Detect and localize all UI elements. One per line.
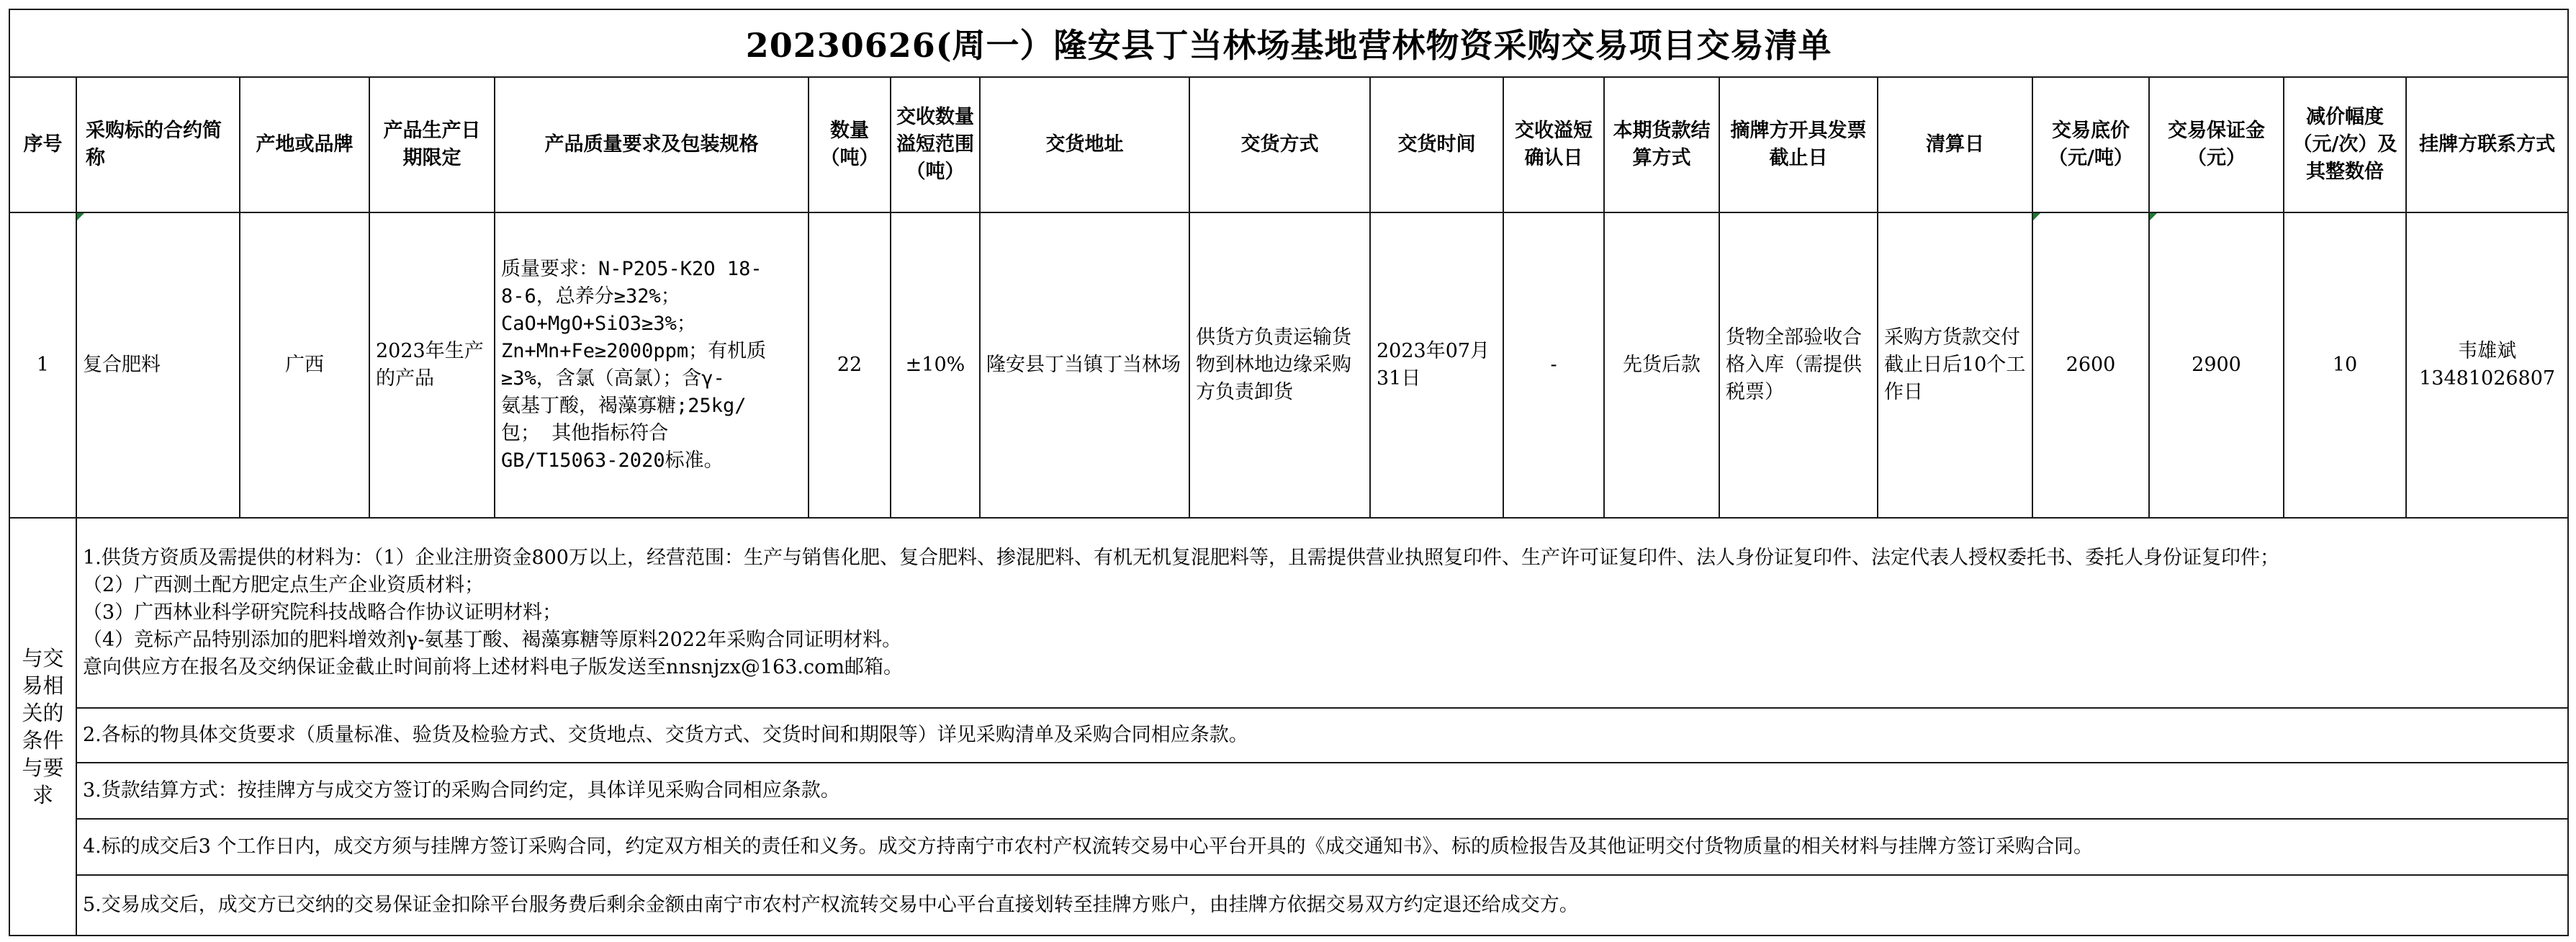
header-row [9,77,2568,212]
procurement-table [9,9,2569,936]
condition-item-3: 3.货款结算方式：按挂牌方与成交方签订的采购合同约定，具体详见采购合同相应条款。 [76,763,2568,819]
condition-line: （4）竞标产品特别添加的肥料增效剂γ-氨基丁酸、褐藻寡糖等原料2022年采购合同证明材料。 [83,629,902,651]
header-quality: 产品质量要求及包装规格 [495,77,809,212]
quality-line: 质量要求：N-P2O5-K2O 18- [501,258,762,280]
cell-settlement: 先货后款 [1604,212,1719,518]
cell-quantity: 22 [809,212,891,518]
cell-invoice-deadline: 货物全部验收合格入库（需提供税票） [1719,212,1878,518]
quality-line: Zn+Mn+Fe≥2000ppm；有机质 [501,340,767,362]
condition-item-2: 2.各标的物具体交货要求（质量标准、验货及检验方式、交货地点、交货方式、交货时间和期限等）详见采购清单及采购合同相应条款。 [76,708,2568,763]
condition-item-5: 5.交易成交后，成交方已交纳的交易保证金扣除平台服务费后剩余金额由南宁市农村产权流转交易中心平台直接划转至挂牌方账户，由挂牌方依据交易双方约定退还给成交方。 [76,875,2568,936]
cell-contact [2406,212,2568,518]
condition-line: （3）广西林业科学研究院科技战略合作协议证明材料； [83,601,562,624]
header-quantity: 数量（吨） [809,77,891,212]
condition-line: 1.供货方资质及需提供的材料为：（1）企业注册资金800万以上，经营范围：生产与销售化肥、复合肥料、掺混肥料、有机无机复混肥料等，且需提供营业执照复印件、生产许可证复印件、法人身份证复印件、法定代表人授权委托书、委托人身份证复印件； [83,547,2279,569]
header-invoice-deadline: 摘牌方开具发票截止日 [1719,77,1878,212]
condition-row [9,763,2568,819]
condition-line: 意向供应方在报名及交纳保证金截止时间前将上述材料电子版发送至nnsnjzx@163.com邮箱。 [83,656,903,678]
condition-row [9,819,2568,875]
cell-clearing-date: 采购方货款交付截止日后10个工作日 [1878,212,2032,518]
header-tolerance: 交收数量溢短范围（吨） [891,77,980,212]
cell-tolerance: ±10% [891,212,980,518]
quality-line: 8-6，总养分≥32%； [501,285,680,308]
contact-name: 韦雄斌 [2458,340,2517,362]
cell-method: 供货方负责运输货物到林地边缘采购方负责卸货 [1189,212,1370,518]
cell-base-price: 2600 [2032,212,2149,518]
condition-item-4: 4.标的成交后3 个工作日内，成交方须与挂牌方签订采购合同，约定双方相关的责任和义务。成交方持南宁市农村产权流转交易中心平台开具的《成交通知书》、标的质检报告及其他证明交付货物质量的相关材料与挂牌方签订采购合同。 [76,819,2568,875]
cell-reduction: 10 [2284,212,2406,518]
quality-line: CaO+MgO+SiO3≥3%； [501,313,696,335]
table-row [9,212,2568,518]
header-clearing-date: 清算日 [1878,77,2032,212]
cell-address: 隆安县丁当镇丁当林场 [980,212,1189,518]
page-title: 20230626(周一）隆安县丁当林场基地营林物资采购交易项目交易清单 [9,9,2568,77]
header-deposit: 交易保证金（元） [2149,77,2284,212]
condition-row [9,875,2568,936]
quality-line: 包； 其他指标符合 [501,422,669,444]
header-reduction: 减价幅度（元/次）及其整数倍 [2284,77,2406,212]
cell-deposit: 2900 [2149,212,2284,518]
condition-item-1 [76,518,2568,708]
header-base-price: 交易底价（元/吨） [2032,77,2149,212]
header-contact: 挂牌方联系方式 [2406,77,2568,212]
header-time: 交货时间 [1370,77,1503,212]
cell-confirm-date: - [1503,212,1604,518]
conditions-label: 与交易相关的条件与要求 [9,518,76,936]
condition-row [9,518,2568,708]
cell-time: 2023年07月31日 [1370,212,1503,518]
quality-line: ≥3%，含氯（高氯）；含γ- [501,367,725,390]
header-settlement: 本期货款结算方式 [1604,77,1719,212]
header-confirm-date: 交收溢短确认日 [1503,77,1604,212]
header-origin: 产地或品牌 [240,77,369,212]
cell-seq: 1 [9,212,76,518]
header-seq: 序号 [9,77,76,212]
header-contract-name: 采购标的合约简称 [76,77,240,212]
cell-quality [495,212,809,518]
quality-line: 氨基丁酸，褐藻寡糖;25kg/ [501,395,747,417]
quality-line: GB/T15063-2020标准。 [501,449,724,472]
header-production-date: 产品生产日期限定 [369,77,495,212]
cell-contract-name: 复合肥料 [76,212,240,518]
condition-row [9,708,2568,763]
cell-origin: 广西 [240,212,369,518]
header-address: 交货地址 [980,77,1189,212]
condition-line: （2）广西测土配方肥定点生产企业资质材料； [83,574,485,596]
header-method: 交货方式 [1189,77,1370,212]
contact-phone: 13481026807 [2419,367,2556,390]
cell-production-date: 2023年生产的产品 [369,212,495,518]
procurement-sheet [9,9,2567,936]
